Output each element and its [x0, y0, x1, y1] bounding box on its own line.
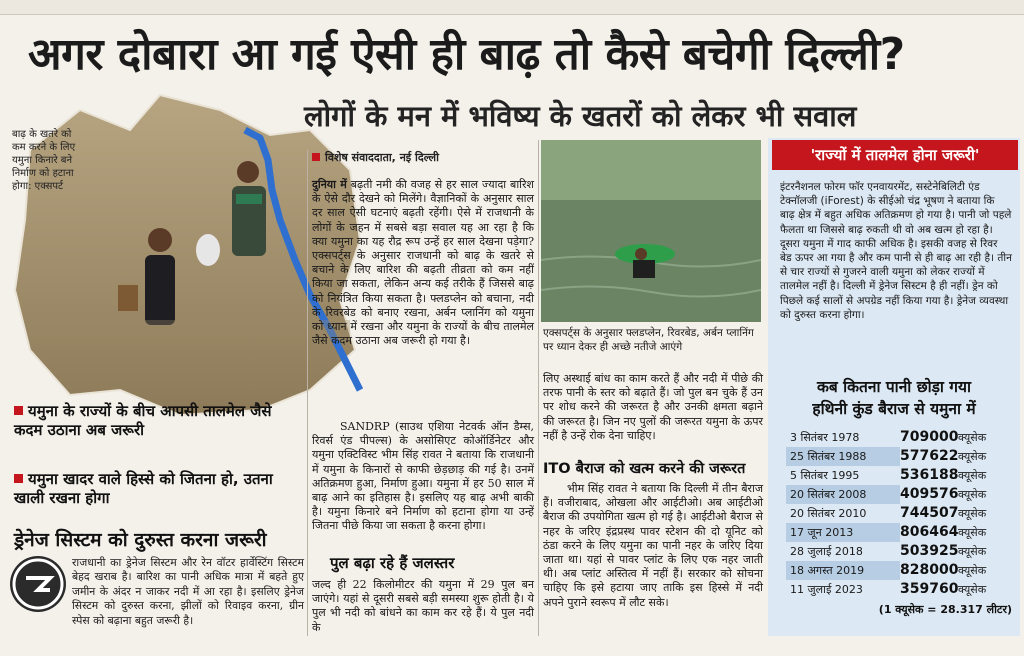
subheadline: लोगों के मन में भविष्य के खतरों को लेकर भी सवाल — [304, 99, 857, 133]
row-value: 503925 — [900, 543, 959, 559]
row-date: 20 सितंबर 2008 — [786, 485, 900, 504]
main-article-p2: SANDRP (साउथ एशिया नेटवर्क ऑन डैम्स, रिवर्स एंड पीपल्स) के असोसिएट कोऑर्डिनेटर और यमुना एक्टिविस्ट भीम सिंह रावत ने बताया कि राजधानी में यमुना के किनारों से काफी छेड़छाड़ की गई है। उनमें अतिक्रमण हुआ, निर्माण हुआ। यमुना में हर 50 साल में बाढ़ आने का इतिहास है। इसलिए यह बाढ़ अभी बाकी है। यमुना किनारे बने निर्माण को हटाना होगा या उन्हें जितना पीछे किया जा सकता है करना होगा। — [312, 420, 534, 533]
lead-word: दुनिया में — [312, 178, 347, 191]
table-row — [786, 466, 1012, 485]
row-unit: क्यूसेक — [958, 507, 987, 520]
row-unit: क्यूसेक — [958, 564, 987, 577]
flood-photo-man-wading — [541, 140, 761, 322]
table-row — [786, 485, 1012, 504]
top-strip — [0, 0, 1024, 15]
drainage-title: ड्रेनेज सिस्टम को दुरुस्त करना जरूरी — [14, 529, 267, 551]
row-date: 20 सितंबर 2010 — [790, 507, 867, 520]
row-value: 536188 — [900, 467, 959, 483]
row-unit: क्यूसेक — [958, 431, 987, 444]
main-article-p1 — [312, 178, 534, 348]
row-date: 17 जून 2013 — [786, 523, 900, 542]
main-article-p1-text: बढ़ती नमी की वजह से हर साल ज्यादा बारिश के ऐसे दौर देखने को मिलेंगे। वैज्ञानिकों के अनुसार साल दर साल ऐसी घटनाएं बढ़ती रहेंगी। ऐसे में राजधानी के लोगों के जहन में सबसे बड़ा सवाल यह आ रहा है कि क्या यमुना का यह रौद्र रूप उन्हें हर साल देखना पड़ेगा? एक्सपर्ट्स के अनुसार राजधानी को बाढ़ के खतरे से बचाने के लिए बारिश की बढ़ती तीव्रता को कम नहीं किया जा सकता, लेकिन अन्य कई तरीके हैं जिससे बाढ़ को नियंत्रित किया सकता है। फ्लडप्लेन को बचाना, नदी के रिवरबेड को बनाए रखना, अर्बन प्लानिंग को यमुना को ध्यान में रखना और यमुना के राज्यों के बीच तालमेल जैसे कदम उठाना अब जरूरी हो गया है। — [312, 178, 534, 348]
table-footnote: (1 क्यूसेक = 28.317 लीटर) — [878, 603, 1012, 616]
row-unit: क्यूसेक — [958, 526, 987, 539]
row-unit: क्यूसेक — [958, 469, 987, 482]
row-unit: क्यूसेक — [958, 488, 987, 501]
row-unit: क्यूसेक — [958, 545, 987, 558]
row-date: 25 सितंबर 1988 — [786, 447, 900, 466]
bullet-square-icon — [14, 406, 23, 415]
middle-col-p1: लिए अस्थाई बांध का काम करते हैं और नदी में पीछे की तरफ पानी के स्तर को बढ़ाते हैं। जो पुल बन चुके हैं उन पर शोध करने की जरूरत है और उनकी क्षमता बढ़ाने की जरूरत है। जिन नए पुलों की जरूरत यमुना के ऊपर नहीं है उन्हें रोक देना चाहिए। — [543, 372, 763, 442]
table-row — [786, 561, 1012, 580]
byline-text: विशेष संवाददाता, नई दिल्ली — [325, 151, 439, 164]
row-value: 709000 — [900, 429, 959, 445]
table-row — [786, 504, 1012, 523]
byline — [312, 150, 538, 165]
photo-caption: एक्सपर्ट्स के अनुसार फ्लडप्लेन, रिवरबेड, अर्बन प्लानिंग पर ध्यान देकर ही अच्छे नतीजे आएंगे — [543, 327, 754, 353]
row-date: 28 जुलाई 2018 — [790, 545, 863, 558]
drainage-body: राजधानी का ड्रेनेज सिस्टम और रेन वॉटर हार्वेस्टिंग सिस्टम बेहद खराब है। बारिश का पानी अधिक मात्रा में बहते हुए जमीन के अंदर न जाकर नदी में आ रहा है। इसलिए ड्रेनेज सिस्टम को दुरुस्त करना, झीलों को रिवाइव करना, ग्रीन स्पेस को बढ़ाना बहुत जरूरी है। — [72, 556, 304, 627]
row-value: 577622 — [900, 448, 959, 464]
table-row — [786, 542, 1012, 561]
table-row — [786, 428, 1012, 447]
table-title-line-2: हथिनी कुंड बैराज से यमुना में — [812, 400, 976, 418]
row-date: 18 अगस्त 2019 — [786, 561, 900, 580]
column-divider — [307, 150, 308, 636]
table-title — [776, 376, 1012, 420]
table-row — [786, 523, 1012, 542]
row-date: 11 जुलाई 2023 — [790, 583, 863, 596]
bridges-subtitle: पुल बढ़ा रहे हैं जलस्तर — [330, 554, 455, 572]
middle-col-p2: भीम सिंह रावत ने बताया कि दिल्ली में तीन बैराज हैं। वजीराबाद, ओखला और आईटीओ। अब आईटीओ बैराज की उपयोगिता खत्म हो गई है। आईटीओ बैराज से नहर के जरिए इंद्रप्रस्थ पावर स्टेशन की दो यूनिट को ठंडा करने के लिए यमुना का पानी नहर के जरिए दिया जाता था। यहां से पावर प्लांट के लिए एक नहर जाती थी। अब प्लांट अस्तित्व में नहीं हैं। सरकार को सोचना चाहिए कि इसे हटाया जाए ताकि इस हिस्से में नदी अपने पुराने स्वरूप में लौट सके। — [543, 482, 763, 609]
row-value: 806464 — [900, 524, 959, 540]
ito-barrage-title: ITO बैराज को खत्म करने की जरूरत — [543, 461, 746, 477]
bullet-2 — [14, 470, 304, 508]
newspaper-logo-icon — [10, 556, 66, 612]
row-unit: क्यूसेक — [958, 583, 987, 596]
bullet-2-text: यमुना खादर वाले हिस्से को जितना हो, उतना खाली रखना होगा — [14, 470, 273, 507]
row-value: 828000 — [900, 562, 959, 578]
row-date: 3 सितंबर 1978 — [790, 431, 860, 444]
byline-square-icon — [312, 153, 320, 161]
table-row — [786, 580, 1012, 599]
main-article-p3: जल्द ही 22 किलोमीटर की यमुना में 29 पुल बन जाएंगे। यहां से दूसरी सबसे बड़ी समस्या शुरू होती है। ये पुल भी नदी को बांधने का काम कर रहे हैं। ये पुल नदी के — [312, 578, 534, 634]
bullet-1-text: यमुना के राज्यों के बीच आपसी तालमेल जैसे कदम उठाना अब जरूरी — [14, 402, 272, 439]
column-divider — [538, 140, 539, 636]
row-unit: क्यूसेक — [958, 450, 987, 463]
row-value: 409576 — [900, 486, 959, 502]
headline: अगर दोबारा आ गई ऐसी ही बाढ़ तो कैसे बचेगी दिल्ली? — [28, 29, 905, 80]
bullet-1 — [14, 402, 304, 440]
row-value: 359760 — [900, 581, 959, 597]
map-caption: बाढ़ के खतरे को कम करने के लिए यमुना किनारे बने निर्माण को हटाना होगा: एक्सपर्ट — [12, 129, 76, 192]
bullet-square-icon — [14, 474, 23, 483]
row-date: 5 सितंबर 1995 — [790, 469, 860, 482]
sidebox-body: इंटरनैशनल फोरम फॉर एनवायरमेंट, सस्टेनेबिलिटी एंड टेक्नॉलजी (iForest) के सीईओ चंद्र भूषण ने बताया कि बाढ़ क्षेत्र में बहुत अधिक अतिक्रमण हो गया है। पानी जो पहले फैलता था जिससे बाढ़ रुकती थी वो अब खत्म हो रहा है। दूसरा यमुना में गाद काफी अधिक है। इसकी वजह से रिवर बेड ऊपर आ गया है और कम पानी से ही बाढ़ आ रही है। तीन से चार राज्यों से गुजरने वाली यमुना को लेकर राज्यों में तालमेल नहीं है। दिल्ली में ड्रेनेज सिस्टम है ही नहीं। ड्रेन को पिछले कई सालों से अपग्रेड नहीं किया गया है। ड्रेनेज व्यवस्था को दुरुस्त करना होगा। — [780, 181, 1012, 321]
sidebox-banner: 'राज्यों में तालमेल होना जरूरी' — [772, 140, 1018, 170]
table-title-line-1: कब कितना पानी छोड़ा गया — [816, 378, 972, 396]
table-row — [786, 447, 1012, 466]
row-value: 744507 — [900, 505, 959, 521]
